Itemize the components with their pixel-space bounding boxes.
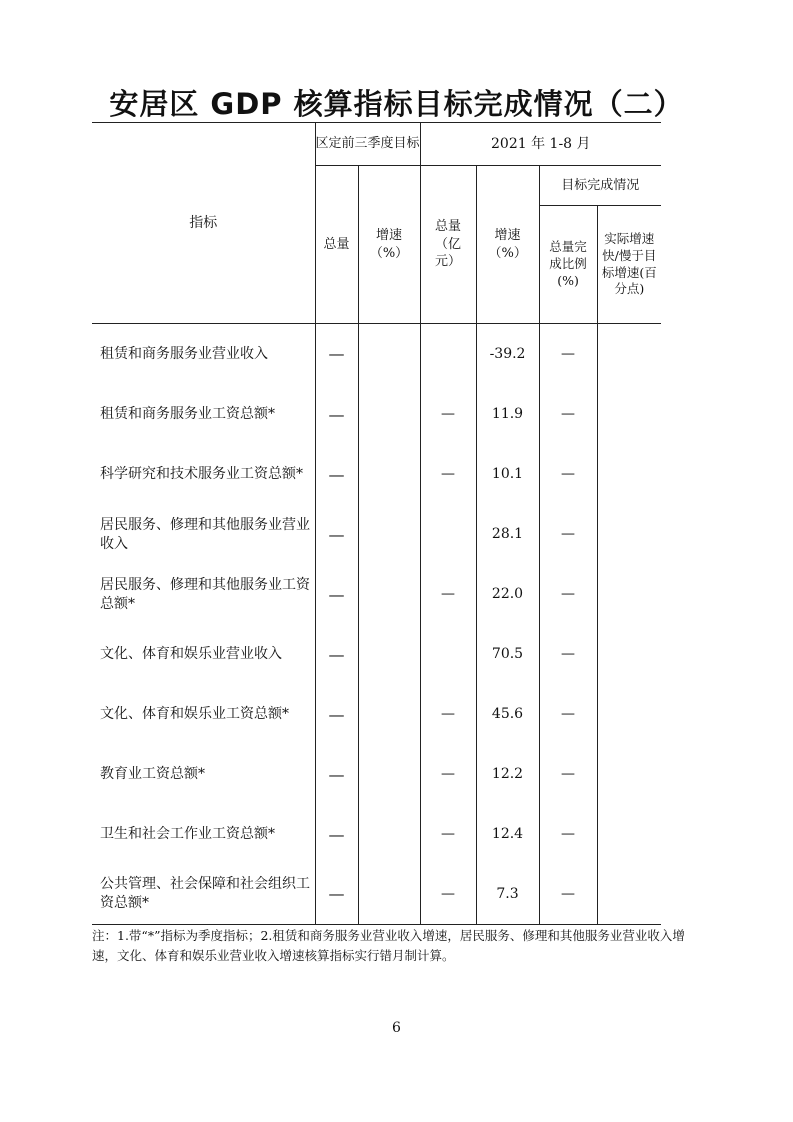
table-row <box>92 505 661 565</box>
table-row <box>92 565 661 625</box>
cell-growth <box>358 685 420 745</box>
header-target-completion: 目标完成情况 <box>539 166 661 206</box>
cell-growth-2: 45.6 <box>476 685 539 745</box>
table-row <box>92 805 661 865</box>
cell-total: — <box>315 625 358 685</box>
cell-growth-2: -39.2 <box>476 324 539 385</box>
header-district-target: 区定前三季度目标 <box>315 123 420 166</box>
cell-diff <box>597 565 661 625</box>
cell-diff <box>597 865 661 925</box>
cell-ratio: — <box>539 565 597 625</box>
row-label: 教育业工资总额* <box>92 745 315 805</box>
header-growth: 增速（%） <box>358 166 420 324</box>
table-row <box>92 324 661 385</box>
cell-growth <box>358 565 420 625</box>
row-label: 文化、体育和娱乐业营业收入 <box>92 625 315 685</box>
header-growth-2: 增速（%） <box>476 166 539 324</box>
cell-ratio: — <box>539 685 597 745</box>
cell-growth-2: 28.1 <box>476 505 539 565</box>
cell-amount: — <box>420 865 476 925</box>
cell-growth <box>358 805 420 865</box>
row-label: 居民服务、修理和其他服务业工资总额* <box>92 565 315 625</box>
table-row <box>92 865 661 925</box>
table-row <box>92 625 661 685</box>
gdp-indicator-table <box>92 122 661 925</box>
cell-growth-2: 12.4 <box>476 805 539 865</box>
cell-amount: — <box>420 805 476 865</box>
footnote: 注：1.带“*”指标为季度指标；2.租赁和商务服务业营业收入增速，居民服务、修理和其他服务业营业收入增速，文化、体育和娱乐业营业收入增速核算指标实行错月制计算。 <box>92 928 685 963</box>
header-period: 2021 年 1-8 月 <box>420 123 661 166</box>
cell-ratio: — <box>539 505 597 565</box>
cell-diff <box>597 505 661 565</box>
cell-growth <box>358 445 420 505</box>
cell-diff <box>597 805 661 865</box>
cell-ratio: — <box>539 445 597 505</box>
header-indicator: 指标 <box>92 123 315 324</box>
cell-total: — <box>315 324 358 385</box>
cell-amount <box>420 625 476 685</box>
cell-amount <box>420 505 476 565</box>
cell-amount <box>420 324 476 385</box>
cell-growth-2: 70.5 <box>476 625 539 685</box>
cell-amount: — <box>420 745 476 805</box>
cell-amount: — <box>420 385 476 445</box>
cell-diff <box>597 685 661 745</box>
cell-total: — <box>315 445 358 505</box>
header-completion-ratio: 总量完成比例(%) <box>539 206 597 324</box>
cell-ratio: — <box>539 865 597 925</box>
cell-growth <box>358 385 420 445</box>
header-total: 总量 <box>315 166 358 324</box>
cell-total: — <box>315 685 358 745</box>
header-total-amount: 总量（亿元） <box>420 166 476 324</box>
cell-total: — <box>315 385 358 445</box>
cell-diff <box>597 445 661 505</box>
cell-total: — <box>315 565 358 625</box>
cell-ratio: — <box>539 324 597 385</box>
table-row <box>92 745 661 805</box>
cell-diff <box>597 745 661 805</box>
cell-growth <box>358 324 420 385</box>
cell-total: — <box>315 745 358 805</box>
row-label: 居民服务、修理和其他服务业营业收入 <box>92 505 315 565</box>
table-row <box>92 385 661 445</box>
cell-growth-2: 10.1 <box>476 445 539 505</box>
cell-growth <box>358 745 420 805</box>
header-actual-vs-target: 实际增速快/慢于目标增速(百分点) <box>597 206 661 324</box>
row-label: 租赁和商务服务业营业收入 <box>92 324 315 385</box>
cell-growth-2: 7.3 <box>476 865 539 925</box>
row-label: 科学研究和技术服务业工资总额* <box>92 445 315 505</box>
cell-amount: — <box>420 565 476 625</box>
table-row <box>92 685 661 745</box>
cell-total: — <box>315 805 358 865</box>
cell-total: — <box>315 505 358 565</box>
page-number: 6 <box>392 1020 401 1036</box>
row-label: 公共管理、社会保障和社会组织工资总额* <box>92 865 315 925</box>
cell-amount: — <box>420 685 476 745</box>
cell-ratio: — <box>539 805 597 865</box>
cell-growth <box>358 625 420 685</box>
cell-diff <box>597 385 661 445</box>
cell-growth-2: 11.9 <box>476 385 539 445</box>
cell-diff <box>597 324 661 385</box>
cell-growth <box>358 865 420 925</box>
cell-growth-2: 12.2 <box>476 745 539 805</box>
cell-amount: — <box>420 445 476 505</box>
cell-growth-2: 22.0 <box>476 565 539 625</box>
cell-ratio: — <box>539 745 597 805</box>
cell-ratio: — <box>539 625 597 685</box>
cell-total: — <box>315 865 358 925</box>
table-row <box>92 445 661 505</box>
cell-diff <box>597 625 661 685</box>
cell-growth <box>358 505 420 565</box>
page-title: 安居区 GDP 核算指标目标完成情况（二） <box>109 87 684 121</box>
cell-ratio: — <box>539 385 597 445</box>
row-label: 租赁和商务服务业工资总额* <box>92 385 315 445</box>
row-label: 卫生和社会工作业工资总额* <box>92 805 315 865</box>
row-label: 文化、体育和娱乐业工资总额* <box>92 685 315 745</box>
